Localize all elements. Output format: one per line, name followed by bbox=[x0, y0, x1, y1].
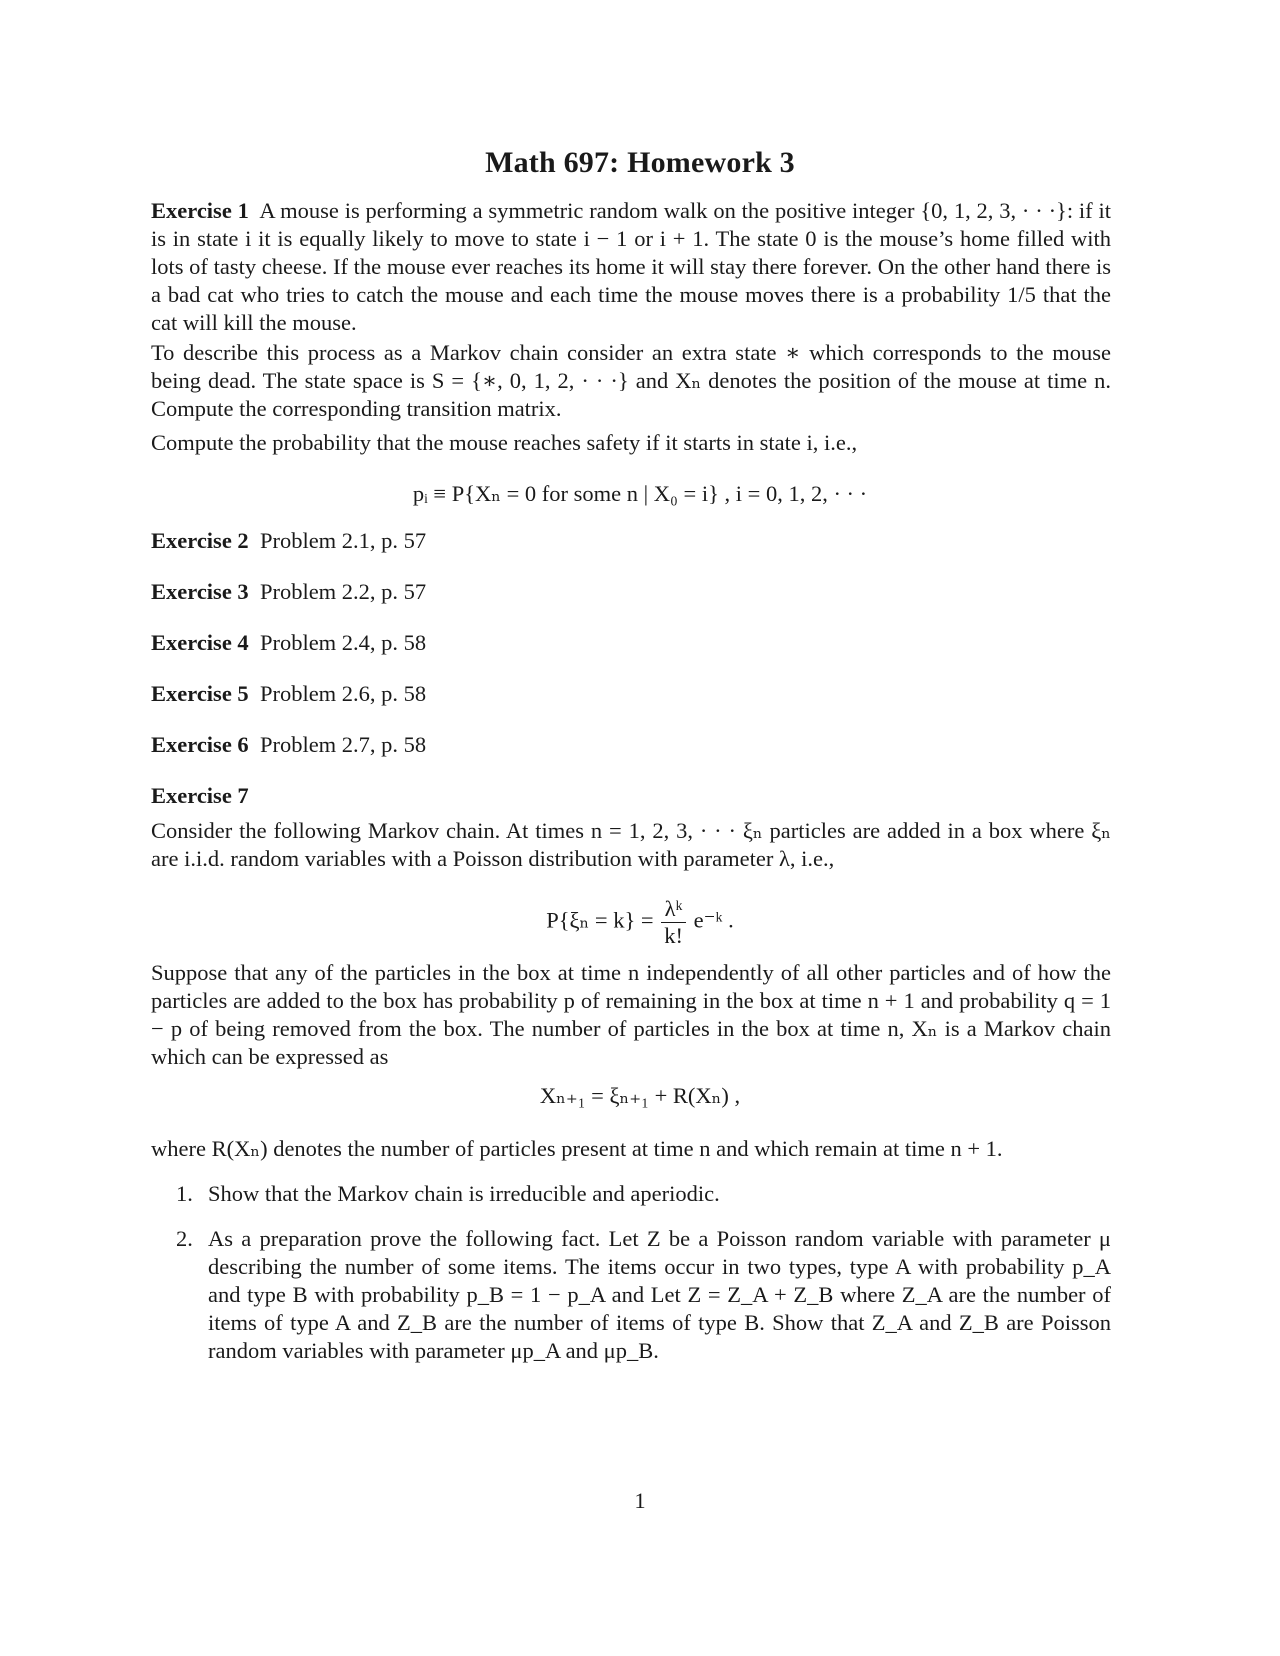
poisson-equation bbox=[0, 896, 1280, 949]
exercise-7-label: Exercise 7 bbox=[151, 783, 249, 808]
list-item bbox=[176, 1180, 1111, 1208]
exercise-7-paragraph-3: where R(Xₙ) denotes the number of particles present at time n and which remain at time n + 1. bbox=[151, 1136, 1003, 1161]
list-item-number: 2. bbox=[176, 1226, 193, 1251]
exercise-1-paragraph-1 bbox=[151, 197, 1111, 337]
exercise-7-paragraph-1: Consider the following Markov chain. At times n = 1, 2, 3, · · · ξₙ particles are added in a box where ξₙ are i.i.d. random variables with a Poisson distribution with parameter λ, i.e., bbox=[151, 818, 1111, 871]
exercise-5-label: Exercise 5 bbox=[151, 681, 249, 706]
list-item bbox=[176, 1225, 1111, 1365]
exercise-5-text: Problem 2.6, p. 58 bbox=[259, 681, 427, 706]
exercise-4-label: Exercise 4 bbox=[151, 630, 249, 655]
exercise-1-label: Exercise 1 bbox=[151, 198, 249, 223]
exercise-1-paragraph-2: To describe this process as a Markov chain consider an extra state ∗ which corresponds to the mouse being dead. The state space is S = {∗, 0, 1, 2, · · ·} and Xₙ denotes the position of the mouse at time n. Compute the corresponding transition matrix. bbox=[151, 340, 1111, 421]
exercise-6 bbox=[151, 731, 426, 759]
page-number: 1 bbox=[634, 1488, 646, 1513]
exercise-2 bbox=[151, 527, 426, 555]
markov-chain-equation: Xₙ₊₁ = ξₙ₊₁ + R(Xₙ) , bbox=[539, 1083, 741, 1108]
exercise-5 bbox=[151, 680, 426, 708]
exercise-4-text: Problem 2.4, p. 58 bbox=[259, 630, 427, 655]
exercise-2-label: Exercise 2 bbox=[151, 528, 249, 553]
exercise-6-text: Problem 2.7, p. 58 bbox=[259, 732, 427, 757]
page-title: Math 697: Homework 3 bbox=[485, 146, 795, 179]
exercise-1-equation: pᵢ ≡ P{Xₙ = 0 for some n | X₀ = i} , i = 0, 1, 2, · · · bbox=[412, 481, 868, 506]
exercise-3 bbox=[151, 578, 426, 606]
list-item-text: Show that the Markov chain is irreducible and aperiodic. bbox=[208, 1181, 720, 1206]
poisson-numerator: λᵏ bbox=[661, 896, 686, 923]
poisson-denominator: k! bbox=[664, 923, 683, 948]
exercise-7-paragraph-2: Suppose that any of the particles in the box at time n independently of all other particles and of how the particles are added to the box has probability p of remaining in the box at time n + 1 and probability q = 1 − p of being removed from the box. The number of particles in the box at time n, Xₙ is a Markov chain which can be expressed as bbox=[151, 960, 1111, 1069]
exercise-2-text: Problem 2.1, p. 57 bbox=[259, 528, 427, 553]
poisson-equation-rhs: e⁻ᵏ . bbox=[693, 907, 734, 933]
exercise-6-label: Exercise 6 bbox=[151, 732, 249, 757]
exercise-1-text: A mouse is performing a symmetric random walk on the positive integer {0, 1, 2, 3, · · ·}: if it is in state i it is equally likely to move to state i − 1 or i + 1. The state 0 is the mouse’s home filled with lots of tasty cheese. If the mouse ever reaches its home it will stay there forever. On the other hand there is a bad cat who tries to catch the mouse and each time the mouse moves there is a probability 1/5 that the cat will kill the mouse. bbox=[151, 198, 1112, 335]
poisson-equation-lhs: P{ξₙ = k} = bbox=[546, 907, 654, 933]
exercise-4 bbox=[151, 629, 426, 657]
list-item-text: As a preparation prove the following fact. Let Z be a Poisson random variable with parameter μ describing the number of some items. The items occur in two types, type A with probability p_A and type B with probability p_B = 1 − p_A and Let Z = Z_A + Z_B where Z_A are the number of items of type A and Z_B are the number of items of type B. Show that Z_A and Z_B are Poisson random variables with parameter μp_A and μp_B. bbox=[208, 1226, 1111, 1363]
exercise-3-text: Problem 2.2, p. 57 bbox=[259, 579, 427, 604]
poisson-fraction bbox=[661, 896, 686, 949]
exercise-3-label: Exercise 3 bbox=[151, 579, 249, 604]
list-item-number: 1. bbox=[176, 1181, 193, 1206]
exercise-1-paragraph-3: Compute the probability that the mouse reaches safety if it starts in state i, i.e., bbox=[151, 430, 858, 455]
